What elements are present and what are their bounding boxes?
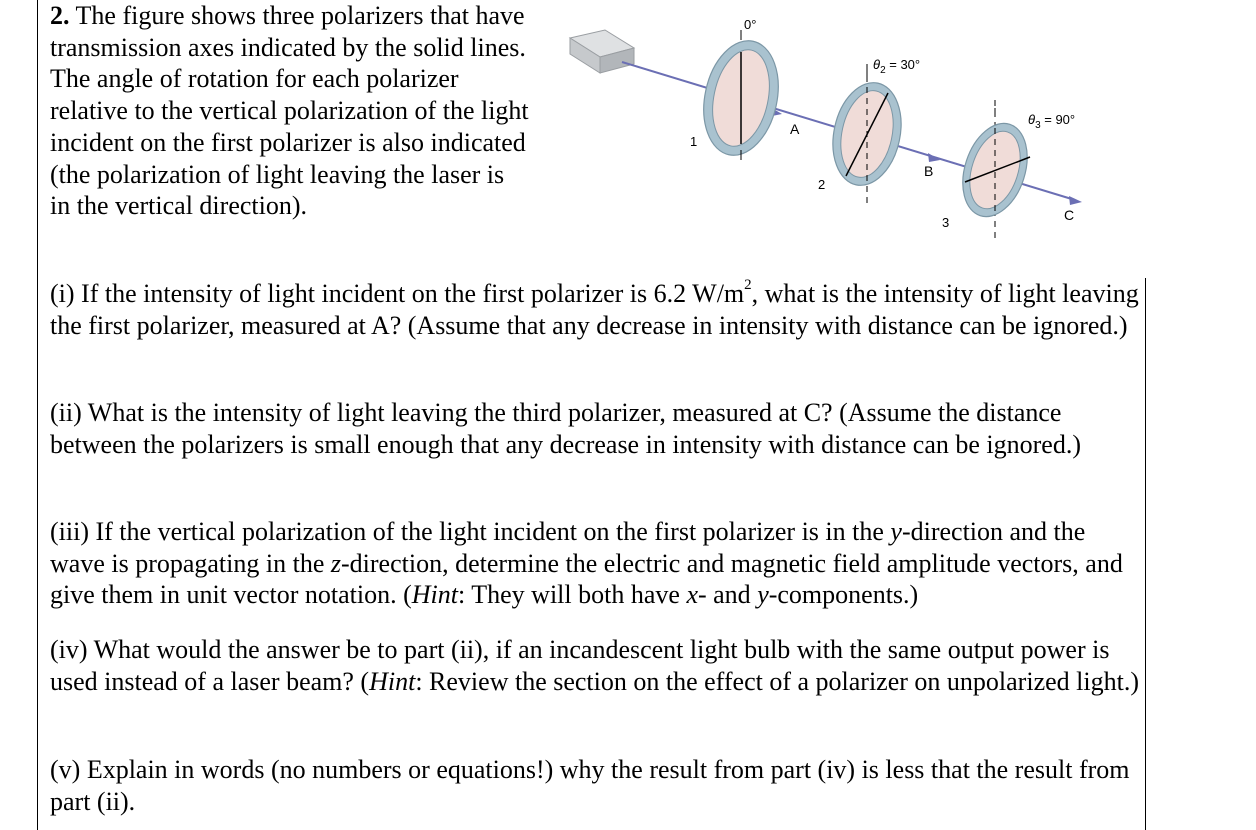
part-iii-y2: y — [757, 580, 769, 609]
part-i — [50, 278, 1140, 341]
polarizer-2 — [824, 65, 910, 208]
problem-intro — [50, 0, 530, 222]
polarizer-3-number: 3 — [942, 215, 950, 230]
angle-2-sub: 2 — [880, 65, 886, 76]
part-iii-text-c: -direction, determine the electric and magnetic field amplitude vectors, and give them in unit vector notation. ( — [50, 548, 1123, 609]
part-iv-hint: Hint — [369, 666, 416, 696]
angle-3-sub: 3 — [1035, 120, 1041, 131]
part-iii-z: z — [330, 548, 341, 578]
point-b-label: B — [924, 163, 934, 179]
problem-number: 2. — [50, 1, 70, 30]
part-v: (v) Explain in words (no numbers or equations!) why the result from part (iv) is less that the result from part (ii). — [50, 755, 1130, 816]
angle-3-value: = 90° — [1040, 112, 1076, 127]
problem-intro-text: The figure shows three polarizers that have transmission axes indicated by the solid lines. The angle of rotation for each polarizer relative to the vertical polarization of the light incident on the first polarizer is also indicated (the polarization of light leaving the laser is in the vertical direction). — [50, 1, 529, 221]
arrow-c-icon — [1069, 196, 1082, 205]
part-iv — [50, 634, 1140, 697]
part-iii-text-f: -components.) — [768, 580, 919, 609]
angle-2-label — [873, 57, 920, 76]
polarizer-2-number: 2 — [818, 177, 826, 192]
polarizer-figure — [555, 8, 1095, 258]
part-iii-text-d: : They will both have — [458, 580, 687, 609]
angle-3-theta: θ — [1028, 112, 1036, 127]
part-iii-text-e: - and — [697, 580, 758, 609]
part-iii-hint: Hint — [411, 580, 458, 609]
part-i-text-a: (i) If the intensity of light incident on the first polarizer is 6.2 W/m — [50, 279, 745, 308]
point-c-label: C — [1064, 207, 1075, 223]
polarizer-3 — [952, 100, 1039, 240]
left-border — [37, 0, 38, 830]
right-border — [1145, 278, 1146, 830]
part-iii — [50, 516, 1140, 611]
part-ii: (ii) What is the intensity of light leaving the third polarizer, measured at C? (Assume the distance between the polarizers is small enough that any decrease in intensity with distance can be ignored.) — [50, 398, 1081, 459]
angle-2-theta: θ — [873, 57, 881, 72]
angle-0-label: 0° — [744, 17, 757, 32]
angle-2-value: = 30° — [885, 57, 921, 72]
part-i-text-b: , what is the intensity of light leaving the first polarizer, measured at A? (Assume that any decrease in intensity with distance can be ignored.) — [50, 279, 1139, 340]
point-a-label: A — [790, 121, 800, 137]
polarizer-1 — [694, 30, 789, 162]
part-iv-text-b: : Review the section on the effect of a polarizer on unpolarized light.) — [415, 666, 1139, 696]
part-iii-y: y — [890, 517, 902, 546]
part-iii-x: x — [686, 580, 698, 609]
part-iii-text-a: (iii) If the vertical polarization of the light incident on the first polarizer is in the — [50, 517, 891, 546]
part-iv-text-a: (iv) What would the answer be to part (ii), if an incandescent light bulb with the same output power is used instead of a laser beam? ( — [50, 635, 1110, 696]
part-iii-text-b: -direction and the wave is propagating in the — [50, 517, 1086, 578]
polarizer-1-number: 1 — [690, 134, 698, 149]
angle-3-label — [1028, 112, 1075, 131]
part-i-sup: 2 — [744, 277, 752, 294]
